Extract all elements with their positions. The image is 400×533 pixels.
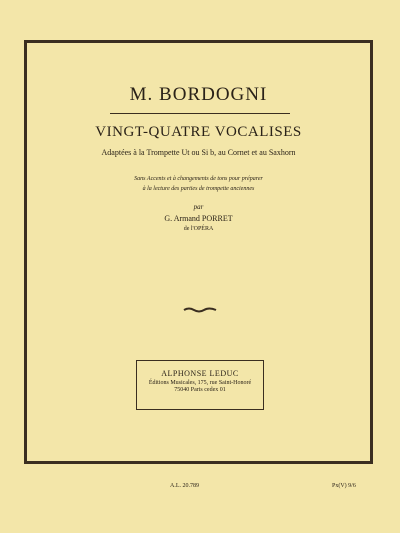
title-divider — [110, 113, 290, 114]
publisher-city: 75040 Paris cedex 01 — [174, 387, 226, 393]
arranger-name: G. Armand PORRET — [164, 214, 233, 223]
price-code: Px(V) 9/6 — [332, 483, 356, 489]
work-subtitle: Adaptées à la Trompette Ut ou Si b, au Cornet et au Saxhorn — [101, 148, 296, 157]
ornament-flourish-icon — [183, 307, 217, 313]
publisher-name: ALPHONSE LEDUC — [161, 369, 239, 378]
composer-name: M. BORDOGNI — [129, 84, 268, 105]
publisher-box — [136, 360, 264, 410]
arranger-organization: de l'OPÉRA — [183, 226, 214, 232]
publisher-address: Éditions Musicales, 175, rue Saint-Honoré — [148, 380, 252, 386]
par-label: par — [193, 203, 204, 211]
catalog-number: A.L. 20.789 — [170, 483, 199, 489]
note-line-2: à la lecture des parties de trompette anciennes — [142, 186, 255, 192]
note-line-1: Sans Accents et à changements de tons pour préparer — [134, 176, 263, 182]
work-title: VINGT-QUATRE VOCALISES — [95, 124, 302, 140]
